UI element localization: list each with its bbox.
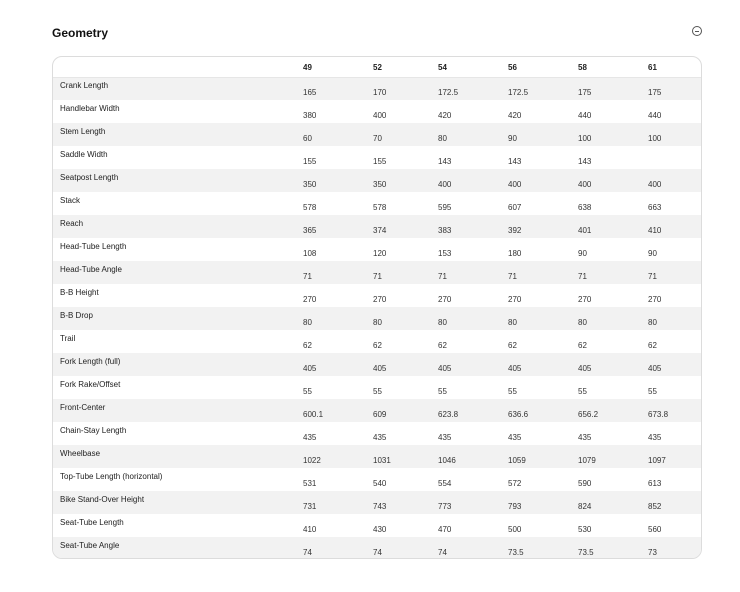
table-cell: 435: [438, 432, 452, 442]
table-cell: 560: [648, 524, 662, 534]
table-cell: 350: [373, 179, 387, 189]
table-cell: 578: [303, 202, 317, 212]
table-row: [53, 100, 702, 123]
size-header-49: 49: [303, 63, 312, 73]
table-cell: 74: [373, 547, 382, 557]
table-cell: 663: [648, 202, 662, 212]
table-cell: 350: [303, 179, 317, 189]
table-cell: 435: [648, 432, 662, 442]
size-header-54: 54: [438, 63, 447, 73]
row-label: Bike Stand-Over Height: [60, 495, 145, 504]
table-cell: 55: [373, 386, 382, 396]
table-cell: 440: [648, 110, 662, 120]
table-cell: 80: [438, 317, 447, 327]
table-cell: 55: [648, 386, 657, 396]
table-cell: 90: [508, 133, 517, 143]
table-cell: 420: [438, 110, 452, 120]
row-label: Fork Length (full): [60, 357, 121, 366]
table-cell: 1097: [648, 455, 666, 465]
table-cell: 623.8: [438, 409, 459, 419]
table-cell: 60: [303, 133, 312, 143]
table-cell: 380: [303, 110, 317, 120]
table-cell: 62: [578, 340, 587, 350]
table-cell: 143: [508, 156, 522, 166]
table-cell: 1046: [438, 455, 456, 465]
collapse-icon[interactable]: [692, 26, 702, 36]
table-cell: 400: [373, 110, 387, 120]
row-label: Stem Length: [60, 127, 106, 136]
row-label: Seatpost Length: [60, 173, 119, 182]
table-cell: 400: [578, 179, 592, 189]
table-cell: 270: [578, 294, 592, 304]
table-cell: 383: [438, 225, 452, 235]
table-row: [53, 468, 702, 491]
row-label: B-B Height: [60, 288, 99, 297]
row-label: Seat-Tube Length: [60, 518, 124, 527]
table-cell: 270: [438, 294, 452, 304]
table-cell: 270: [508, 294, 522, 304]
table-row: [53, 123, 702, 146]
table-cell: 62: [508, 340, 517, 350]
row-label: Top-Tube Length (horizontal): [60, 472, 163, 481]
table-cell: 400: [438, 179, 452, 189]
table-cell: 673.8: [648, 409, 669, 419]
table-cell: 638: [578, 202, 592, 212]
table-cell: 90: [648, 248, 657, 258]
table-cell: 71: [578, 271, 587, 281]
table-row: [53, 192, 702, 215]
table-cell: 55: [508, 386, 517, 396]
row-label: Seat-Tube Angle: [60, 541, 120, 550]
table-cell: 270: [648, 294, 662, 304]
table-cell: [648, 146, 702, 169]
table-row: [53, 514, 702, 537]
table-cell: 1022: [303, 455, 321, 465]
table-cell: 71: [508, 271, 517, 281]
table-cell: 55: [578, 386, 587, 396]
table-cell: 100: [578, 133, 592, 143]
table-row: [53, 445, 702, 468]
size-header-56: 56: [508, 63, 517, 73]
row-label: Saddle Width: [60, 150, 108, 159]
table-cell: 71: [648, 271, 657, 281]
table-cell: 392: [508, 225, 522, 235]
row-label: Head-Tube Length: [60, 242, 127, 251]
table-cell: 410: [303, 524, 317, 534]
table-cell: 1079: [578, 455, 596, 465]
table-cell: 143: [438, 156, 452, 166]
table-cell: 155: [303, 156, 317, 166]
table-cell: 374: [373, 225, 387, 235]
table-cell: 773: [438, 501, 452, 511]
table-cell: 440: [578, 110, 592, 120]
table-cell: 400: [648, 179, 662, 189]
table-cell: 70: [373, 133, 382, 143]
table-row: [53, 330, 702, 353]
table-cell: 405: [578, 363, 592, 373]
row-label: Chain-Stay Length: [60, 426, 127, 435]
table-cell: 155: [373, 156, 387, 166]
table-cell: 80: [648, 317, 657, 327]
table-cell: 153: [438, 248, 452, 258]
table-cell: 180: [508, 248, 522, 258]
table-cell: 120: [373, 248, 387, 258]
table-cell: 270: [373, 294, 387, 304]
table-cell: 435: [578, 432, 592, 442]
row-label: B-B Drop: [60, 311, 93, 320]
table-cell: 572: [508, 478, 522, 488]
section-title: Geometry: [52, 26, 109, 40]
table-cell: 80: [373, 317, 382, 327]
row-label: Trail: [60, 334, 76, 343]
row-label: Handlebar Width: [60, 104, 120, 113]
table-cell: 435: [373, 432, 387, 442]
table-cell: 590: [578, 478, 592, 488]
table-cell: 71: [373, 271, 382, 281]
table-cell: 62: [303, 340, 312, 350]
table-cell: 108: [303, 248, 317, 258]
table-row: [53, 376, 702, 399]
table-cell: 531: [303, 478, 317, 488]
table-cell: 73.5: [508, 547, 524, 557]
table-cell: 405: [303, 363, 317, 373]
table-cell: 62: [438, 340, 447, 350]
table-cell: 852: [648, 501, 662, 511]
table-cell: 613: [648, 478, 662, 488]
header-empty-cell: [53, 57, 303, 77]
table-cell: 540: [373, 478, 387, 488]
table-row: [53, 215, 702, 238]
table-cell: 90: [578, 248, 587, 258]
row-label: Stack: [60, 196, 81, 205]
table-cell: 100: [648, 133, 662, 143]
table-cell: 731: [303, 501, 317, 511]
table-row: [53, 307, 702, 330]
row-label: Head-Tube Angle: [60, 265, 122, 274]
table-cell: 578: [373, 202, 387, 212]
table-cell: 435: [508, 432, 522, 442]
table-cell: 143: [578, 156, 592, 166]
table-cell: 175: [648, 87, 662, 97]
table-cell: 500: [508, 524, 522, 534]
table-cell: 80: [303, 317, 312, 327]
row-label: Front-Center: [60, 403, 106, 412]
table-cell: 743: [373, 501, 387, 511]
size-header-58: 58: [578, 63, 587, 73]
row-label: Fork Rake/Offset: [60, 380, 121, 389]
table-cell: 405: [373, 363, 387, 373]
geometry-table-container: [52, 56, 702, 559]
table-cell: 435: [303, 432, 317, 442]
table-cell: 73.5: [578, 547, 594, 557]
table-cell: 656.2: [578, 409, 599, 419]
row-label: Reach: [60, 219, 84, 228]
table-cell: 62: [373, 340, 382, 350]
row-label: Wheelbase: [60, 449, 101, 458]
table-row: [53, 169, 702, 192]
table-row: [53, 422, 702, 445]
table-cell: 420: [508, 110, 522, 120]
table-cell: 607: [508, 202, 522, 212]
table-cell: 405: [438, 363, 452, 373]
table-cell: 430: [373, 524, 387, 534]
table-cell: 470: [438, 524, 452, 534]
table-cell: 530: [578, 524, 592, 534]
table-row: [53, 399, 702, 422]
table-cell: 71: [303, 271, 312, 281]
table-row: [53, 238, 702, 261]
table-cell: 554: [438, 478, 452, 488]
table-cell: 80: [578, 317, 587, 327]
table-cell: 71: [438, 271, 447, 281]
table-body: [53, 77, 702, 559]
geometry-section-header: [52, 24, 704, 42]
table-cell: 172.5: [438, 87, 459, 97]
table-cell: 172.5: [508, 87, 529, 97]
table-cell: 1059: [508, 455, 526, 465]
table-row: [53, 77, 702, 100]
table-cell: 600.1: [303, 409, 324, 419]
table-cell: 55: [438, 386, 447, 396]
row-label: Crank Length: [60, 81, 109, 91]
table-cell: 793: [508, 501, 522, 511]
table-cell: 609: [373, 409, 387, 419]
table-cell: 595: [438, 202, 452, 212]
table-row: [53, 491, 702, 514]
table-cell: 170: [373, 87, 387, 97]
table-cell: 405: [508, 363, 522, 373]
table-cell: 270: [303, 294, 317, 304]
table-row: [53, 261, 702, 284]
table-cell: 165: [303, 87, 317, 97]
table-row: [53, 284, 702, 307]
table-cell: 400: [508, 179, 522, 189]
table-cell: 55: [303, 386, 312, 396]
table-cell: 62: [648, 340, 657, 350]
table-cell: 74: [303, 547, 312, 557]
table-header-row: [53, 57, 702, 77]
geometry-table: [53, 57, 702, 559]
table-cell: 365: [303, 225, 317, 235]
table-row: [53, 353, 702, 376]
table-cell: 636.6: [508, 409, 529, 419]
size-header-61: 61: [648, 63, 657, 73]
table-cell: 405: [648, 363, 662, 373]
table-cell: 80: [508, 317, 517, 327]
table-cell: 175: [578, 87, 592, 97]
size-header-52: 52: [373, 63, 382, 73]
table-cell: 401: [578, 225, 592, 235]
table-cell: 410: [648, 225, 662, 235]
table-cell: 1031: [373, 455, 391, 465]
table-cell: 824: [578, 501, 592, 511]
table-row: [53, 537, 702, 559]
table-cell: 74: [438, 547, 447, 557]
table-cell: 73: [648, 547, 657, 557]
table-row: [53, 146, 702, 169]
table-cell: 80: [438, 133, 447, 143]
